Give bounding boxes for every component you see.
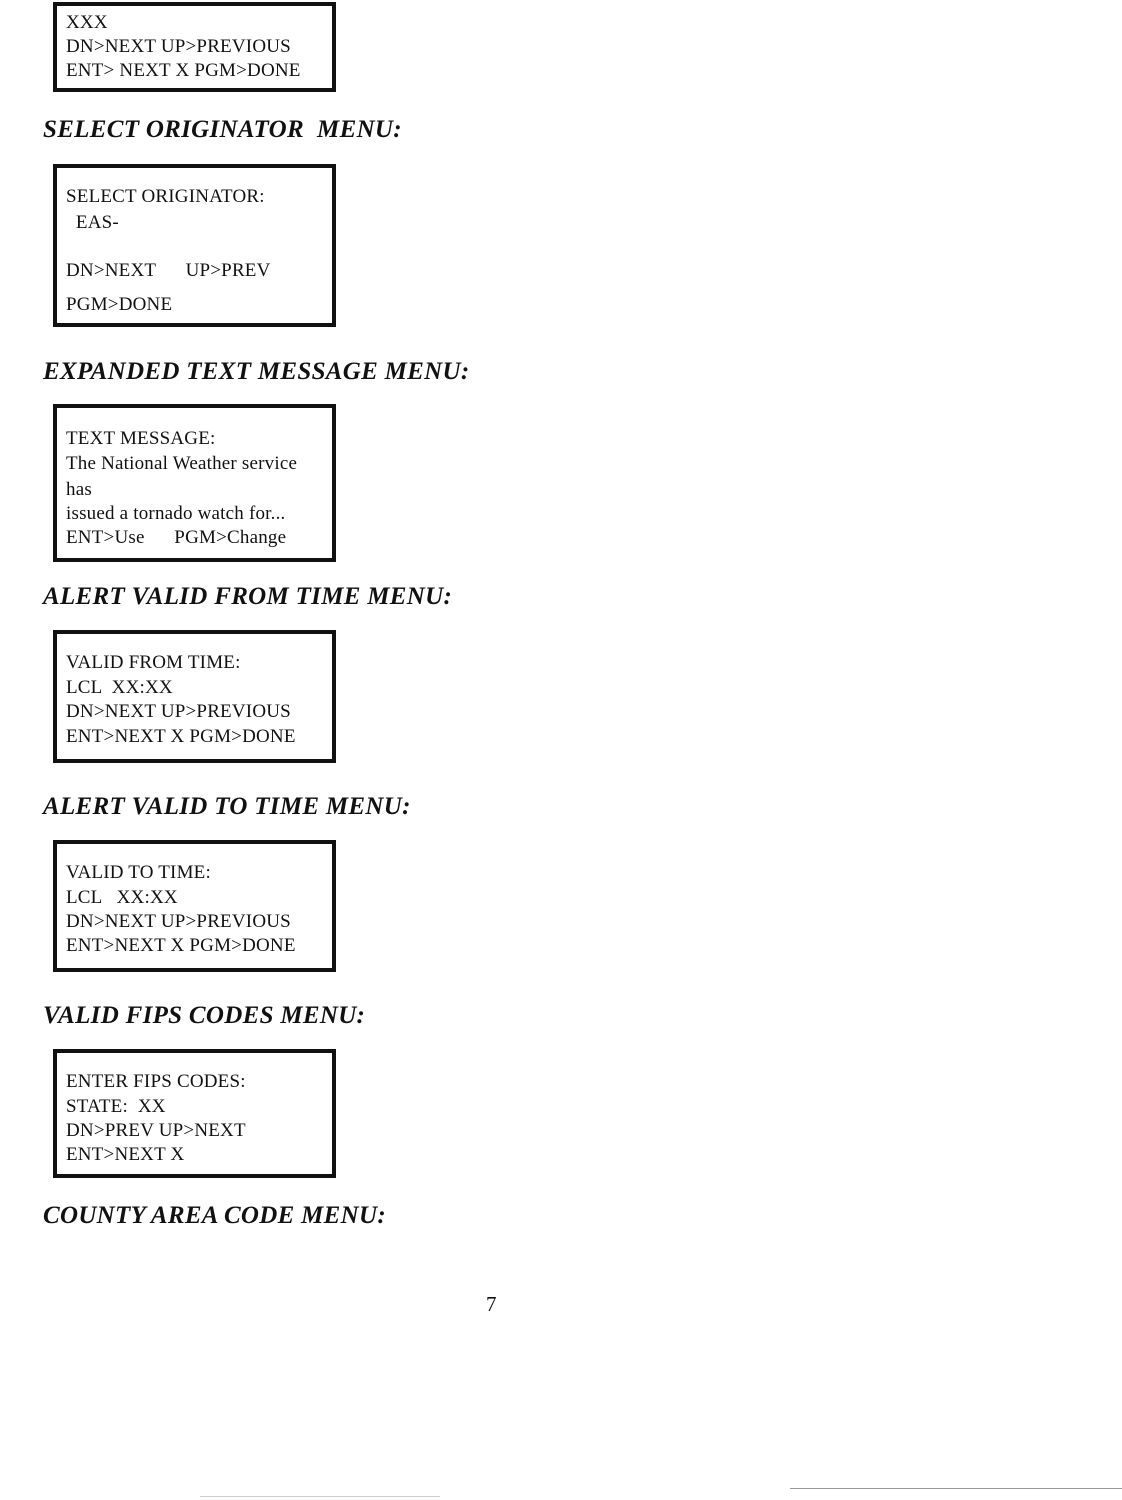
valid-from-time-box bbox=[53, 630, 336, 763]
menu-line: The National Weather service bbox=[66, 453, 298, 474]
menu-line: ENTER FIPS CODES: bbox=[66, 1071, 246, 1092]
menu-line: ENT>Use PGM>Change bbox=[66, 527, 287, 548]
menu-line: ENT>NEXT X PGM>DONE bbox=[66, 726, 296, 747]
section-heading-select-originator: SELECT ORIGINATOR MENU: bbox=[43, 116, 402, 143]
menu-line: LCL XX:XX bbox=[66, 887, 178, 908]
page-number: 7 bbox=[486, 1292, 497, 1316]
menu-line: SELECT ORIGINATOR: bbox=[66, 186, 265, 207]
menu-line: has bbox=[66, 479, 92, 500]
section-heading-valid-to-time: ALERT VALID TO TIME MENU: bbox=[43, 793, 411, 820]
menu-line: XXX bbox=[66, 12, 108, 33]
menu-line: ENT> NEXT X PGM>DONE bbox=[66, 60, 301, 81]
valid-to-time-box bbox=[53, 840, 336, 972]
section-heading-expanded-text-message: EXPANDED TEXT MESSAGE MENU: bbox=[43, 358, 470, 385]
menu-line: DN>NEXT UP>PREV bbox=[66, 260, 271, 281]
select-originator-box bbox=[53, 164, 336, 327]
menu-line: DN>PREV UP>NEXT bbox=[66, 1120, 246, 1141]
menu-line: PGM>DONE bbox=[66, 294, 173, 315]
fips-codes-box bbox=[53, 1049, 336, 1178]
section-heading-county-area-code: COUNTY AREA CODE MENU: bbox=[43, 1202, 386, 1229]
scan-edge-line bbox=[790, 1488, 1122, 1489]
menu-line: ENT>NEXT X bbox=[66, 1144, 185, 1165]
scan-edge-line bbox=[200, 1496, 440, 1497]
top-menu-box bbox=[53, 2, 336, 92]
menu-line: DN>NEXT UP>PREVIOUS bbox=[66, 36, 291, 57]
menu-line: ENT>NEXT X PGM>DONE bbox=[66, 935, 296, 956]
menu-line: DN>NEXT UP>PREVIOUS bbox=[66, 911, 291, 932]
menu-line: EAS- bbox=[66, 212, 119, 233]
menu-line: TEXT MESSAGE: bbox=[66, 428, 216, 449]
menu-line: VALID TO TIME: bbox=[66, 862, 211, 883]
menu-line: LCL XX:XX bbox=[66, 677, 173, 698]
menu-line: STATE: XX bbox=[66, 1096, 166, 1117]
section-heading-valid-fips-codes: VALID FIPS CODES MENU: bbox=[43, 1002, 366, 1029]
menu-line: VALID FROM TIME: bbox=[66, 652, 241, 673]
text-message-box bbox=[53, 404, 336, 562]
section-heading-valid-from-time: ALERT VALID FROM TIME MENU: bbox=[43, 583, 453, 610]
menu-line: issued a tornado watch for... bbox=[66, 503, 286, 524]
menu-line: DN>NEXT UP>PREVIOUS bbox=[66, 701, 291, 722]
